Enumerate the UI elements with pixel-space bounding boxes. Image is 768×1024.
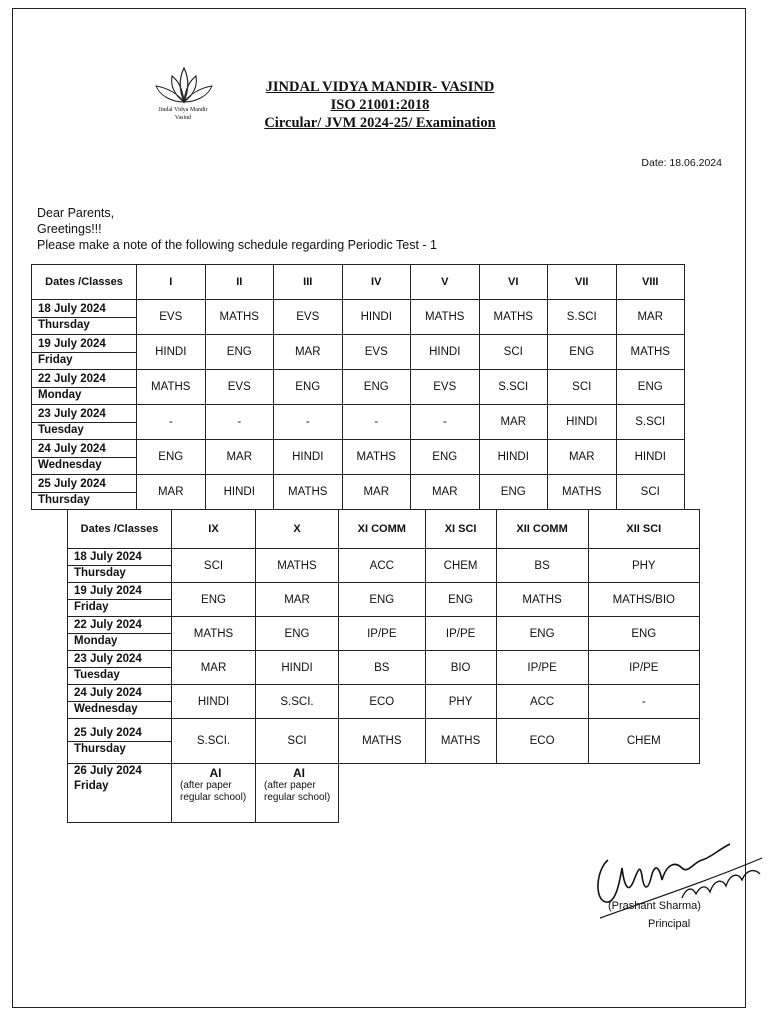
header-cell: IX (172, 510, 256, 549)
subject-cell: SCI (548, 370, 617, 405)
subject-cell: MATHS (425, 719, 496, 764)
exam-day: Monday (74, 635, 118, 647)
table-row (32, 440, 685, 475)
subject-cell: EVS (274, 300, 343, 335)
subject-cell: S.SCI. (172, 719, 256, 764)
subject-cell: CHEM (588, 719, 699, 764)
blank-cell (496, 764, 588, 823)
iso-line: ISO 21001:2018 (330, 97, 430, 113)
exam-day: Wednesday (38, 458, 102, 471)
subject-cell: HINDI (411, 335, 480, 370)
ai-exam-cell (256, 764, 339, 823)
subject-cell: MATHS (274, 475, 343, 510)
subject-cell: EVS (205, 370, 274, 405)
subject-cell: - (205, 405, 274, 440)
subject-cell: ACC (339, 549, 426, 583)
subject-cell: EVS (342, 335, 411, 370)
subject-cell: - (588, 685, 699, 719)
subject-cell: MAR (342, 475, 411, 510)
date-cell (68, 719, 172, 764)
subject-cell: PHY (425, 685, 496, 719)
subject-cell: HINDI (205, 475, 274, 510)
subject-cell: S.SCI (479, 370, 548, 405)
blank-cell (339, 764, 426, 823)
subject-cell: MAR (274, 335, 343, 370)
letter-body (37, 205, 437, 253)
subject-cell: ENG (425, 583, 496, 617)
subject-cell: S.SCI. (256, 685, 339, 719)
subject-cell: IP/PE (496, 651, 588, 685)
lotus-logo-icon (152, 66, 216, 106)
subject-cell: BS (339, 651, 426, 685)
subject-cell: - (274, 405, 343, 440)
subject-cell: IP/PE (588, 651, 699, 685)
date-cell (32, 405, 137, 440)
table-row (32, 475, 685, 510)
header-cell: V (411, 265, 480, 300)
letterhead (230, 78, 530, 132)
subject-cell: EVS (411, 370, 480, 405)
table-row (68, 651, 700, 685)
subject-cell: ECO (339, 685, 426, 719)
subject-cell: BIO (425, 651, 496, 685)
exam-date: 22 July 2024 (32, 372, 136, 388)
date-cell (32, 370, 137, 405)
subject-cell: MATHS (342, 440, 411, 475)
subject-cell: MAR (616, 300, 685, 335)
subject-cell: IP/PE (339, 617, 426, 651)
subject-cell: HINDI (479, 440, 548, 475)
subject-cell: MATHS (205, 300, 274, 335)
header-cell: X (256, 510, 339, 549)
table-header-row (32, 265, 685, 300)
ai-note: (after paper regular school) (180, 780, 247, 803)
exam-date: 19 July 2024 (32, 337, 136, 353)
subject-cell: HINDI (342, 300, 411, 335)
subject-cell: ENG (588, 617, 699, 651)
subject-cell: - (342, 405, 411, 440)
exam-day: Monday (38, 388, 82, 401)
date-cell (68, 583, 172, 617)
exam-date: 25 July 2024 (32, 477, 136, 493)
header-cell: Dates /Classes (68, 510, 172, 549)
table-row (32, 405, 685, 440)
exam-date: 19 July 2024 (68, 584, 171, 600)
subject-cell: ENG (205, 335, 274, 370)
date-cell (68, 617, 172, 651)
exam-day: Tuesday (74, 669, 120, 681)
principal-title: Principal (648, 918, 691, 930)
exam-day: Friday (74, 780, 109, 792)
header-cell: VIII (616, 265, 685, 300)
subject-cell: ACC (496, 685, 588, 719)
principal-name: (Prashant Sharma) (608, 900, 701, 912)
school-name: JINDAL VIDYA MANDIR- VASIND (265, 79, 495, 95)
exam-day: Friday (74, 601, 109, 613)
exam-day: Tuesday (38, 423, 84, 436)
exam-date: 18 July 2024 (32, 302, 136, 318)
header-cell: VII (548, 265, 617, 300)
exam-day: Thursday (38, 493, 90, 506)
exam-day: Friday (38, 353, 73, 366)
ai-subject: AI (293, 766, 305, 780)
header-cell: XII SCI (588, 510, 699, 549)
subject-cell: ENG (411, 440, 480, 475)
exam-date: 24 July 2024 (68, 686, 171, 702)
exam-day: Thursday (74, 742, 126, 755)
subject-cell: MATHS (137, 370, 206, 405)
date-cell (68, 764, 172, 823)
table-row (32, 335, 685, 370)
subject-cell: MAR (205, 440, 274, 475)
header-cell: XI COMM (339, 510, 426, 549)
subject-cell: MATHS (479, 300, 548, 335)
subject-cell: MATHS/BIO (588, 583, 699, 617)
principal-signature (590, 840, 768, 930)
subject-cell: HINDI (172, 685, 256, 719)
date-cell (32, 300, 137, 335)
blank-cell (425, 764, 496, 823)
subject-cell: CHEM (425, 549, 496, 583)
subject-cell: MATHS (339, 719, 426, 764)
ai-note: (after paper regular school) (264, 780, 331, 803)
subject-cell: MATHS (548, 475, 617, 510)
header-cell: VI (479, 265, 548, 300)
subject-cell: MATHS (411, 300, 480, 335)
header-cell: IV (342, 265, 411, 300)
subject-cell: S.SCI (548, 300, 617, 335)
subject-cell: ENG (616, 370, 685, 405)
greeting: Greetings!!! (37, 222, 102, 236)
table-row (68, 685, 700, 719)
subject-cell: EVS (137, 300, 206, 335)
subject-cell: MAR (172, 651, 256, 685)
exam-date: 23 July 2024 (68, 652, 171, 668)
subject-cell: BS (496, 549, 588, 583)
date-cell (32, 475, 137, 510)
letter-text: Please make a note of the following schedule regarding Periodic Test - 1 (37, 238, 438, 252)
ai-subject: AI (209, 766, 222, 780)
date-cell (68, 685, 172, 719)
date-cell (68, 549, 172, 583)
subject-cell: HINDI (616, 440, 685, 475)
schedule-table-primary (31, 264, 685, 510)
subject-cell: HINDI (256, 651, 339, 685)
ai-exam-cell (172, 764, 256, 823)
subject-cell: ENG (274, 370, 343, 405)
exam-date: 23 July 2024 (32, 407, 136, 423)
table-row (68, 719, 700, 764)
subject-cell: ENG (172, 583, 256, 617)
header-cell: I (137, 265, 206, 300)
table-header-row (68, 510, 700, 549)
subject-cell: MAR (411, 475, 480, 510)
subject-cell: MATHS (256, 549, 339, 583)
subject-cell: IP/PE (425, 617, 496, 651)
exam-date: 24 July 2024 (32, 442, 136, 458)
subject-cell: HINDI (137, 335, 206, 370)
subject-cell: ECO (496, 719, 588, 764)
subject-cell: MAR (256, 583, 339, 617)
header-cell: XII COMM (496, 510, 588, 549)
exam-day: Thursday (74, 567, 126, 579)
subject-cell: MATHS (172, 617, 256, 651)
header-cell: III (274, 265, 343, 300)
subject-cell: PHY (588, 549, 699, 583)
subject-cell: ENG (496, 617, 588, 651)
subject-cell: SCI (479, 335, 548, 370)
subject-cell: SCI (616, 475, 685, 510)
school-logo (148, 66, 220, 130)
subject-cell: HINDI (274, 440, 343, 475)
header-cell: XI SCI (425, 510, 496, 549)
logo-text-place: Vasind (174, 115, 192, 121)
subject-cell: ENG (256, 617, 339, 651)
subject-cell: MAR (137, 475, 206, 510)
header-cell: Dates /Classes (32, 265, 137, 300)
blank-cell (588, 764, 699, 823)
exam-day: Wednesday (74, 703, 138, 715)
exam-date: 18 July 2024 (68, 550, 171, 566)
salutation: Dear Parents, (37, 206, 115, 220)
subject-cell: SCI (172, 549, 256, 583)
subject-cell: MATHS (616, 335, 685, 370)
table-row (68, 583, 700, 617)
subject-cell: HINDI (548, 405, 617, 440)
subject-cell: MAR (548, 440, 617, 475)
subject-cell: SCI (256, 719, 339, 764)
date-cell (68, 651, 172, 685)
subject-cell: S.SCI (616, 405, 685, 440)
date-cell (32, 335, 137, 370)
header-cell: II (205, 265, 274, 300)
exam-date: 26 July 2024 (74, 765, 142, 777)
exam-date: 25 July 2024 (68, 726, 171, 742)
subject-cell: MATHS (496, 583, 588, 617)
schedule-table-senior (67, 509, 700, 823)
subject-cell: ENG (479, 475, 548, 510)
subject-cell: ENG (342, 370, 411, 405)
exam-date: 22 July 2024 (68, 618, 171, 634)
subject-cell: - (137, 405, 206, 440)
subject-cell: MAR (479, 405, 548, 440)
circular-date: Date: 18.06.2024 (641, 157, 722, 169)
circular-ref: Circular/ JVM 2024-25/ Examination (264, 115, 496, 131)
logo-text-name: Jindal Vidya Mandir (158, 107, 208, 113)
subject-cell: ENG (339, 583, 426, 617)
subject-cell: - (411, 405, 480, 440)
table-row (68, 617, 700, 651)
table-row (32, 300, 685, 335)
subject-cell: ENG (548, 335, 617, 370)
date-cell (32, 440, 137, 475)
table-row (68, 549, 700, 583)
table-row (68, 764, 700, 823)
exam-day: Thursday (38, 318, 90, 331)
subject-cell: ENG (137, 440, 206, 475)
table-row (32, 370, 685, 405)
